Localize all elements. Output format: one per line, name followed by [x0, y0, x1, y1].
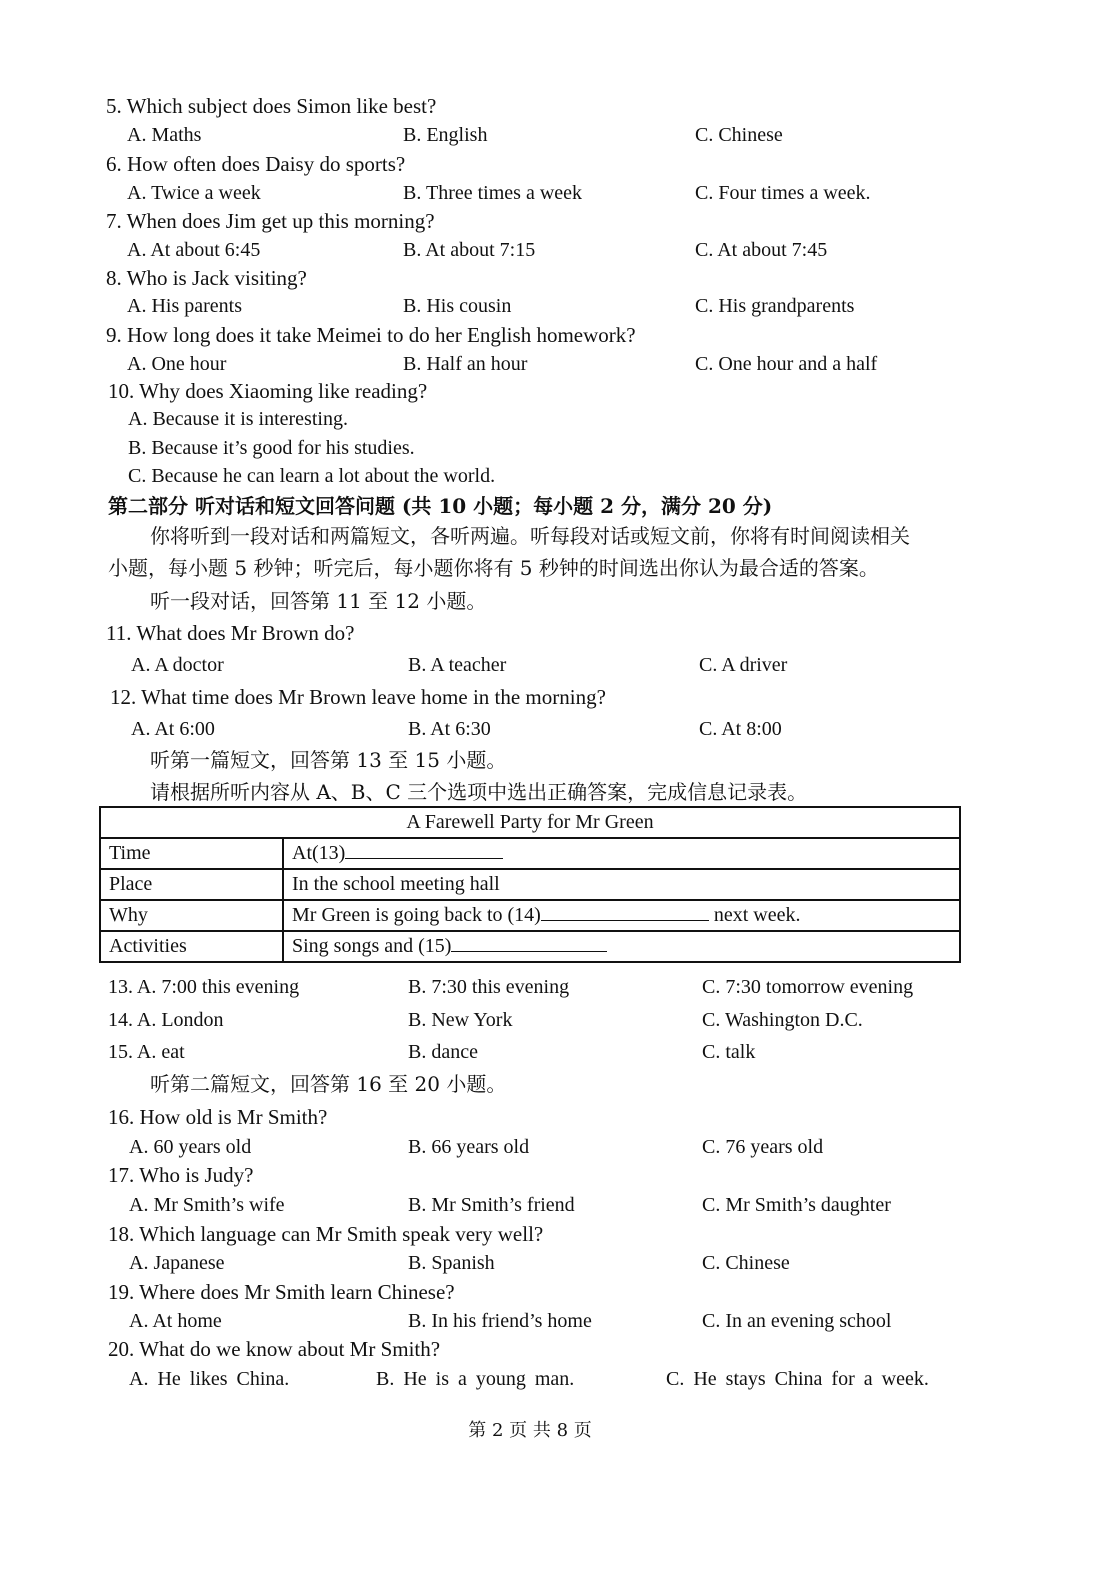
question-stem: 11. What does Mr Brown do?: [106, 621, 355, 645]
option-a: A. Maths: [127, 124, 202, 146]
question-stem: 18. Which language can Mr Smith speak very well?: [108, 1222, 544, 1246]
row-value-text: In the school meeting hall: [292, 873, 500, 895]
option-c: C. His grandparents: [695, 295, 855, 317]
option-c: C. Because he can learn a lot about the world.: [128, 465, 496, 487]
question-stem: 9. How long does it take Meimei to do her English homework?: [106, 323, 636, 347]
option-b: B. 66 years old: [408, 1136, 530, 1158]
section-intro: 听第二篇短文，回答第 16 至 20 小题。: [150, 1072, 507, 1096]
row-value-text: Sing songs and (15): [292, 935, 452, 957]
option-b: B. Because it’s good for his studies.: [128, 437, 415, 459]
option-a: A. Japanese: [129, 1252, 225, 1274]
row-label: Place: [100, 869, 283, 900]
option-c: C. 7:30 tomorrow evening: [702, 976, 914, 998]
option-a: A. Twice a week: [127, 182, 261, 204]
option-b: B. A teacher: [408, 654, 507, 676]
row-value: [283, 869, 960, 900]
option-a: A. At about 6:45: [127, 239, 261, 261]
row-value: [283, 931, 960, 962]
question-stem: 6. How often does Daisy do sports?: [106, 152, 406, 176]
option-b: B. Mr Smith’s friend: [408, 1194, 575, 1216]
question-stem: 10. Why does Xiaoming like reading?: [108, 379, 428, 403]
instruction-text: 小题，每小题 5 秒钟；听完后，每小题你将有 5 秒钟的时间选出你认为最合适的答案。: [108, 556, 879, 580]
option-c: C. Washington D.C.: [702, 1009, 863, 1031]
option-c: C. Chinese: [695, 124, 783, 146]
question-stem: 7. When does Jim get up this morning?: [106, 209, 435, 233]
option-b: B. At 6:30: [408, 718, 491, 740]
option-a: A. He likes China.: [129, 1368, 290, 1390]
question-stem: 17. Who is Judy?: [108, 1163, 254, 1187]
option-c: C. Mr Smith’s daughter: [702, 1194, 891, 1216]
question-stem: 5. Which subject does Simon like best?: [106, 94, 437, 118]
option-c: C. A driver: [699, 654, 788, 676]
instruction-text: 你将听到一段对话和两篇短文，各听两遍。听每段对话或短文前，你将有时间阅读相关: [150, 524, 910, 548]
row-label: Activities: [100, 931, 283, 962]
option-c: C. At 8:00: [699, 718, 782, 740]
question-stem: 19. Where does Mr Smith learn Chinese?: [108, 1280, 455, 1304]
option-b: B. His cousin: [403, 295, 512, 317]
row-value-after: next week.: [713, 904, 801, 926]
row-value-text: At(13): [292, 842, 346, 864]
option-c: C. In an evening school: [702, 1310, 892, 1332]
option-b: B. dance: [408, 1041, 478, 1063]
option-b: B. Half an hour: [403, 353, 528, 375]
row-value-text: Mr Green is going back to (14): [292, 904, 541, 926]
option-a: A. His parents: [127, 295, 242, 317]
option-a: A. 60 years old: [129, 1136, 252, 1158]
option-a: 14. A. London: [108, 1009, 224, 1031]
table-row: [100, 900, 960, 931]
option-a: A. A doctor: [131, 654, 224, 676]
option-a: A. At 6:00: [131, 718, 215, 740]
option-a: A. Because it is interesting.: [128, 408, 348, 430]
table-title: A Farewell Party for Mr Green: [100, 807, 960, 838]
info-record-table: [99, 806, 961, 963]
row-label: Time: [100, 838, 283, 869]
section-heading: 第二部分 听对话和短文回答问题 (共 10 小题；每小题 2 分，满分 20 分): [108, 494, 773, 518]
answer-blank: [541, 902, 709, 921]
table-row: [100, 838, 960, 869]
question-stem: 8. Who is Jack visiting?: [106, 266, 307, 290]
option-b: B. English: [403, 124, 488, 146]
option-b: B. 7:30 this evening: [408, 976, 570, 998]
section-intro: 听第一篇短文，回答第 13 至 15 小题。: [150, 748, 507, 772]
option-a: A. Mr Smith’s wife: [129, 1194, 285, 1216]
question-stem: 20. What do we know about Mr Smith?: [108, 1337, 441, 1361]
answer-blank: [451, 933, 607, 952]
row-value: [283, 838, 960, 869]
option-b: B. He is a young man.: [376, 1368, 575, 1390]
question-stem: 12. What time does Mr Brown leave home in the morning?: [110, 685, 606, 709]
question-stem: 16. How old is Mr Smith?: [108, 1105, 328, 1129]
option-a: 15. A. eat: [108, 1041, 185, 1063]
option-a: A. One hour: [127, 353, 227, 375]
instruction-text: 请根据所听内容从 A、B、C 三个选项中选出正确答案，完成信息记录表。: [150, 780, 808, 804]
option-b: B. New York: [408, 1009, 513, 1031]
table-row: [100, 869, 960, 900]
option-c: C. Four times a week.: [695, 182, 871, 204]
option-c: C. One hour and a half: [695, 353, 878, 375]
option-b: B. In his friend’s home: [408, 1310, 592, 1332]
option-c: C. Chinese: [702, 1252, 790, 1274]
row-label: Why: [100, 900, 283, 931]
option-c: C. talk: [702, 1041, 756, 1063]
option-a: 13. A. 7:00 this evening: [108, 976, 300, 998]
page-number: 第 2 页 共 8 页: [468, 1420, 592, 1441]
option-b: B. At about 7:15: [403, 239, 536, 261]
row-value: [283, 900, 960, 931]
option-c: C. 76 years old: [702, 1136, 824, 1158]
answer-blank: [345, 840, 503, 859]
option-b: B. Three times a week: [403, 182, 583, 204]
table-row: [100, 931, 960, 962]
option-c: C. He stays China for a week.: [666, 1368, 929, 1390]
option-c: C. At about 7:45: [695, 239, 828, 261]
section-intro: 听一段对话，回答第 11 至 12 小题。: [150, 589, 487, 613]
option-a: A. At home: [129, 1310, 222, 1332]
option-b: B. Spanish: [408, 1252, 495, 1274]
